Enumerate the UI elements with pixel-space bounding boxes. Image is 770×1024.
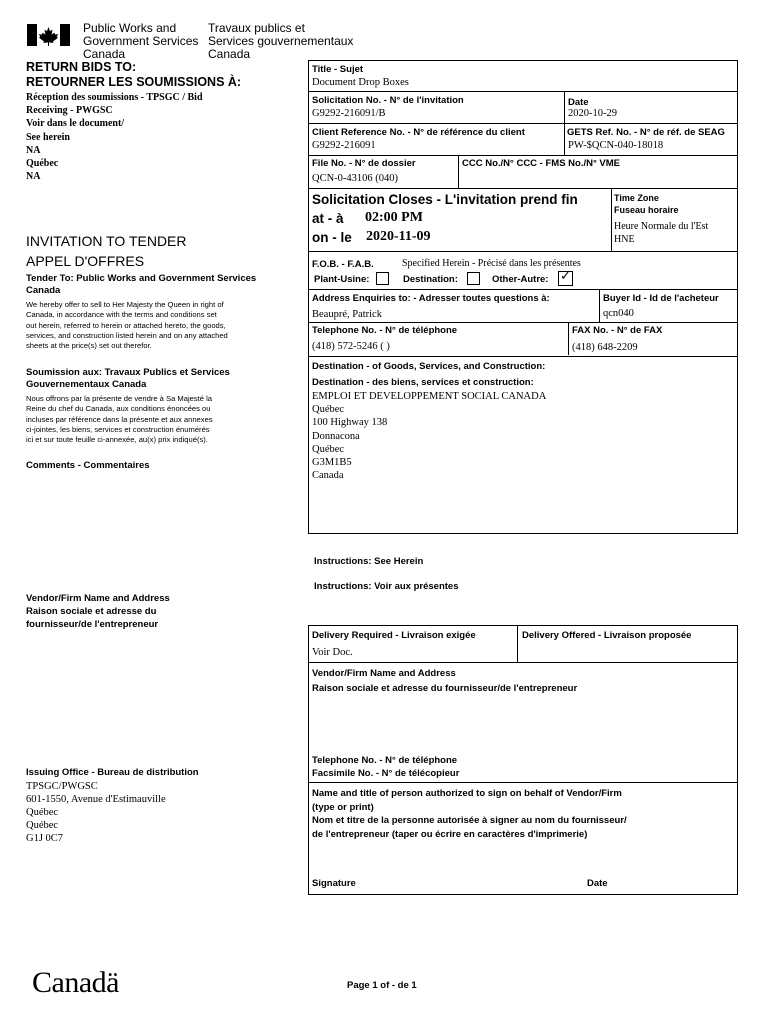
tender-to-body: We hereby offer to sell to Her Majesty the Queen in right of Canada, in accordance with the terms and conditions set out herein, referred to herein or attached hereto, the goods, services, and construction listed herein and on any attached sheets at the price(s) set out therefor. <box>26 300 228 351</box>
telephone-facsimile-label: Telephone No. - N° de téléphone Facsimile No. - N° de télécopieur <box>312 755 460 779</box>
divider <box>308 356 738 357</box>
divider <box>308 289 738 290</box>
telephone-value: (418) 572-5246 ( ) <box>312 341 390 352</box>
invitation-heading: INVITATION TO TENDER APPEL D'OFFRES <box>26 233 187 269</box>
instructions-fr: Instructions: Voir aux présentes <box>314 581 459 592</box>
tender-to-heading: Tender To: Public Works and Government Services Canada <box>26 273 257 296</box>
divider <box>611 188 612 251</box>
instructions-en: Instructions: See Herein <box>314 556 424 567</box>
vendor-name-address-label: Vendor/Firm Name and Address Raison sociale et adresse du fournisseur/de l'entrepreneur <box>312 668 578 694</box>
checkmark-icon: ✓ <box>560 269 571 284</box>
closing-date-label: on - le <box>312 230 352 245</box>
authorized-person-label: Name and title of person authorized to sign on behalf of Vendor/Firm (type or print) Nom et titre de la personne autorisée à signer au nom du fournisseur/ de l'entrepreneur (taper ou écrire en caractères d'imprimerie) <box>312 788 627 840</box>
divider <box>308 188 738 189</box>
signature-label: Signature <box>312 878 356 889</box>
title-label: Title - Sujet <box>312 64 364 75</box>
file-no-value: QCN-0-43106 (040) <box>312 173 399 184</box>
other-autre-label: Other-Autre: <box>492 274 549 285</box>
divider <box>308 322 738 323</box>
client-ref-value: G9292-216091 <box>312 140 376 151</box>
delivery-required-label: Delivery Required - Livraison exigée <box>312 630 476 641</box>
divider <box>568 322 569 355</box>
fax-label: FAX No. - N° de FAX <box>572 325 663 336</box>
department-name-en: Public Works and Government Services Canada <box>83 21 199 61</box>
client-ref-label: Client Reference No. - N° de référence du client <box>312 127 525 138</box>
return-bids-heading: RETURN BIDS TO: RETOURNER LES SOUMISSIONS À: <box>26 60 242 89</box>
fob-value: Specified Herein - Précisé dans les présentes <box>402 258 581 269</box>
closing-time-value: 02:00 PM <box>365 210 423 225</box>
gets-ref-value: PW-$QCN-040-18018 <box>568 140 664 151</box>
issuing-office-address: TPSGC/PWGSC 601-1550, Avenue d'Estimauville Québec Québec G1J 0C7 <box>26 781 166 844</box>
solicitation-label: Solicitation No. - N° de l'invitation <box>312 95 464 106</box>
canada-flag-logo <box>27 24 70 46</box>
vendor-left-label: Vendor/Firm Name and Address Raison sociale et adresse du fournisseur/de l'entrepreneur <box>26 593 170 630</box>
date-label: Date <box>568 97 589 108</box>
closing-time-label: at - à <box>312 211 344 226</box>
department-name-fr: Travaux publics et Services gouvernementaux Canada <box>208 21 354 61</box>
delivery-offered-label: Delivery Offered - Livraison proposée <box>522 630 692 641</box>
soumission-heading: Soumission aux: Travaux Publics et Services Gouvernementaux Canada <box>26 367 230 390</box>
other-autre-checkbox[interactable] <box>558 271 573 286</box>
destination-address: EMPLOI ET DEVELOPPEMENT SOCIAL CANADA Québec 100 Highway 138 Donnacona Québec G3M1B5 Canada <box>312 391 547 482</box>
signature-date-label: Date <box>587 878 608 889</box>
page-number: Page 1 of - de 1 <box>347 980 417 991</box>
return-address: Réception des soumissions - TPSGC / Bid Receiving - PWGSC Voir dans le document/ See herein NA Québec NA <box>26 92 203 183</box>
date-value: 2020-10-29 <box>568 108 617 119</box>
issuing-office-label: Issuing Office - Bureau de distribution <box>26 767 199 778</box>
divider <box>308 782 738 783</box>
plant-usine-label: Plant-Usine: <box>314 274 370 285</box>
canada-wordmark: Canadä <box>32 966 119 999</box>
destination-check-label: Destination: <box>403 274 458 285</box>
solicitation-value: G9292-216091/B <box>312 108 386 119</box>
divider <box>308 91 738 92</box>
closing-date-value: 2020-11-09 <box>366 229 431 244</box>
divider <box>308 123 738 124</box>
destination-checkbox[interactable] <box>467 272 480 285</box>
divider <box>458 155 459 188</box>
delivery-required-value: Voir Doc. <box>312 647 353 658</box>
buyer-id-value: qcn040 <box>603 308 634 319</box>
title-value: Document Drop Boxes <box>312 77 409 88</box>
comments-label: Comments - Commentaires <box>26 460 150 471</box>
destination-label: Destination - of Goods, Services, and Construction: Destination - des biens, services et construction: <box>312 361 546 388</box>
file-no-label: File No. - N° de dossier <box>312 158 416 169</box>
time-zone-value: Heure Normale du l'Est HNE <box>614 221 709 245</box>
buyer-id-label: Buyer Id - Id de l'acheteur <box>603 293 719 304</box>
telephone-label: Telephone No. - N° de téléphone <box>312 325 458 336</box>
solicitation-closes-label: Solicitation Closes - L'invitation prend fin <box>312 192 578 207</box>
divider <box>517 625 518 662</box>
divider <box>308 662 738 663</box>
fax-value: (418) 648-2209 <box>572 342 638 353</box>
divider <box>308 251 738 252</box>
address-enquiries-label: Address Enquiries to: - Adresser toutes questions à: <box>312 293 550 304</box>
divider <box>308 155 738 156</box>
divider <box>599 289 600 322</box>
address-enquiries-value: Beaupré, Patrick <box>312 309 382 320</box>
plant-usine-checkbox[interactable] <box>376 272 389 285</box>
ccc-label: CCC No./N° CCC - FMS No./N° VME <box>462 158 621 169</box>
fob-label: F.O.B. - F.A.B. <box>312 259 374 270</box>
time-zone-label: Time Zone Fuseau horaire <box>614 193 679 215</box>
gets-ref-label: GETS Ref. No. - N° de réf. de SEAG <box>567 127 725 138</box>
soumission-body: Nous offrons par la présente de vendre à Sa Majesté la Reine du chef du Canada, aux conditions énoncées ou incluses par référence dans la présente et aux annexes ci-jointes, les biens, services et construction énumérés ici et sur toute feuille ci-annexée, au(x) prix indiqué(s). <box>26 394 213 445</box>
